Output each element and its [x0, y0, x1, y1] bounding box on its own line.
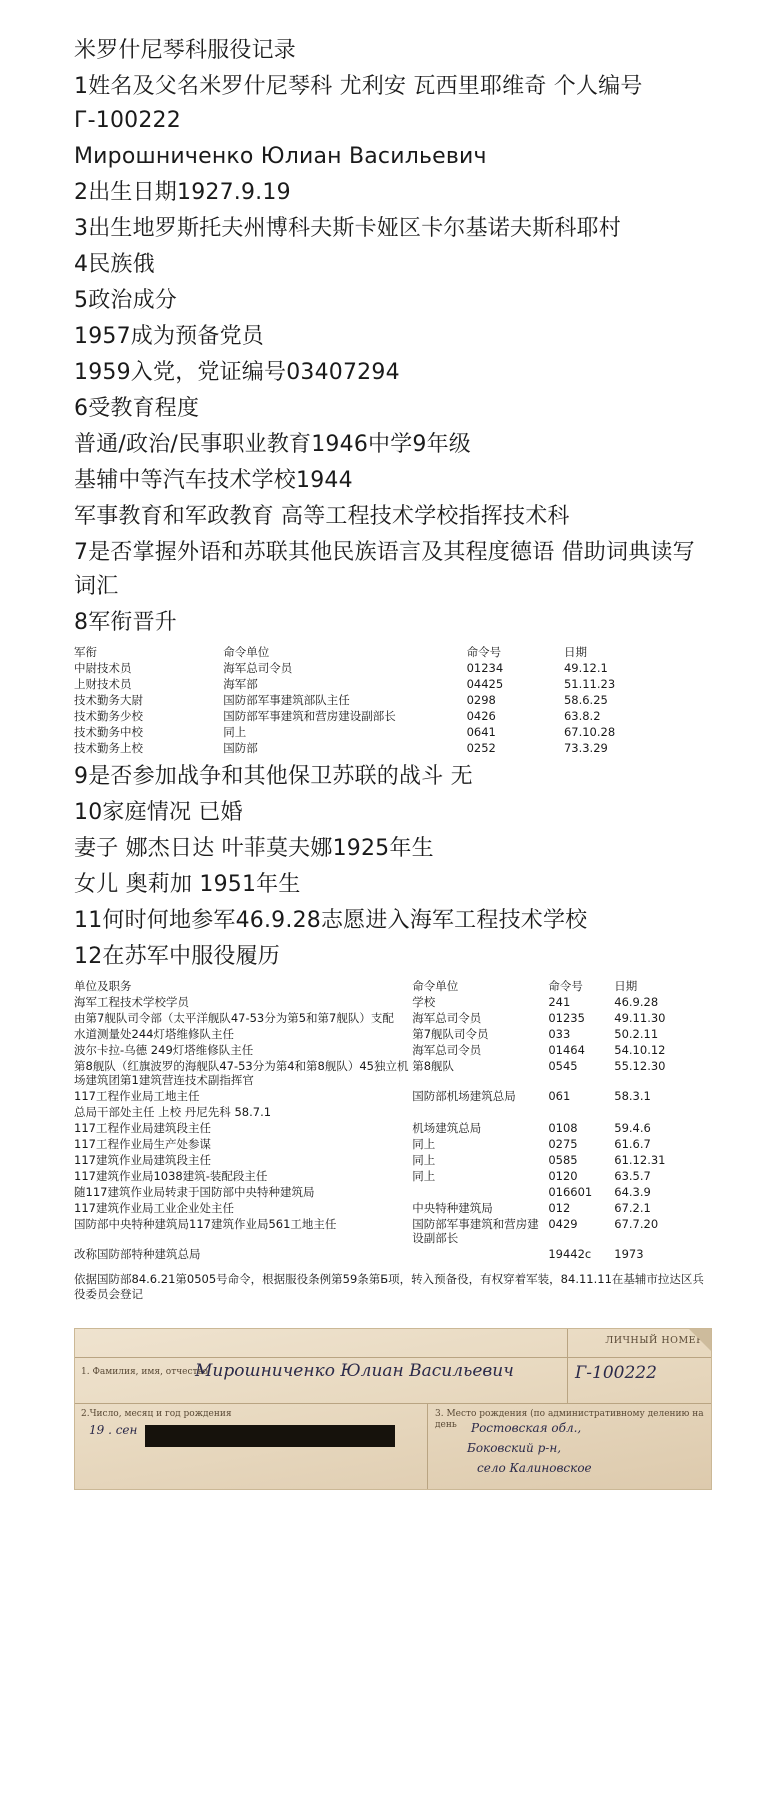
table-row — [74, 660, 710, 676]
cell-order-unit: 同上 — [412, 1137, 436, 1151]
cell-order-unit: 海军总司令员 — [412, 1043, 482, 1057]
cell-unit-post: 由第7舰队司令部（太平洋舰队47-53分为第5和第7舰队）支配 — [74, 1011, 394, 1025]
cell-rank: 技术勤务少校 — [74, 709, 143, 723]
doc-line-birthdate: 2出生日期1927.9.19 — [74, 180, 291, 205]
cell-order-unit: 第7舰队司令员 — [412, 1027, 489, 1041]
table-row — [74, 692, 710, 708]
cell-date: 67.7.20 — [614, 1217, 659, 1231]
card-field1-label: 1. Фамилия, имя, отчество — [81, 1367, 208, 1377]
cell-date: 61.6.7 — [614, 1137, 651, 1151]
card-field3-value-line1: Ростовская обл., — [471, 1421, 582, 1435]
doc-line-party-member: 1959入党，党证编号03407294 — [74, 360, 400, 385]
cell-date: 54.10.12 — [614, 1043, 666, 1057]
cell-unit-post: 117工程作业局生产处参谋 — [74, 1137, 211, 1151]
cell-order-unit: 同上 — [412, 1169, 436, 1183]
cell-order-no: 01234 — [466, 661, 504, 675]
cell-unit-post: 波尔卡拉-乌德 249灯塔维修队主任 — [74, 1043, 254, 1057]
table-row — [74, 994, 710, 1010]
table-row — [74, 1104, 710, 1120]
page-title: 米罗什尼琴科服役记录 — [74, 38, 297, 63]
cell-order-no: 0252 — [466, 741, 496, 755]
footnote-retirement: 依据国防部84.6.21第0505号命令，根据服役条例第59条第Б项，转入预备役，有权穿着军装，84.11.11在基辅市拉达区兵役委员会登记 — [74, 1272, 704, 1301]
serv-col-unit-post: 单位及职务 — [74, 979, 132, 993]
cell-unit-post: 总局干部处主任 上校 丹尼先科 58.7.1 — [74, 1105, 272, 1119]
doc-line-wife: 妻子 娜杰日达 叶菲莫夫娜1925年生 — [74, 836, 434, 861]
table-row — [74, 1184, 710, 1200]
cell-rank: 上财技术员 — [74, 677, 132, 691]
cell-unit-post: 117工程作业局建筑段主任 — [74, 1121, 211, 1135]
cell-date: 58.6.25 — [563, 693, 608, 707]
cell-date — [614, 1104, 710, 1120]
cell-unit-post: 水道测量处244灯塔维修队主任 — [74, 1027, 234, 1041]
cell-rank: 技术勤务上校 — [74, 741, 143, 755]
serv-col-order-unit: 命令单位 — [412, 979, 459, 993]
table-row — [74, 740, 710, 756]
cell-date: 1973 — [614, 1247, 644, 1261]
doc-line-rank-heading: 8军衔晋升 — [74, 610, 177, 635]
doc-line-education-technical: 基辅中等汽车技术学校1944 — [74, 468, 353, 493]
table-row — [74, 1042, 710, 1058]
table-row — [74, 1026, 710, 1042]
cell-order-no: 0275 — [548, 1137, 578, 1151]
cell-order-unit: 国防部军事建筑部队主任 — [223, 693, 350, 707]
cell-order-unit — [412, 1184, 548, 1200]
cell-order-no: 0120 — [548, 1169, 578, 1183]
doc-line-family: 10家庭情况 已婚 — [74, 800, 243, 825]
cell-order-no: 0641 — [466, 725, 496, 739]
rank-col-date: 日期 — [563, 645, 587, 659]
doc-line-education-heading: 6受教育程度 — [74, 396, 200, 421]
cell-order-no: 0108 — [548, 1121, 578, 1135]
table-row — [74, 1246, 710, 1262]
cell-order-unit: 同上 — [412, 1153, 436, 1167]
doc-line-service-heading: 12在苏军中服役履历 — [74, 944, 280, 969]
doc-line-daughter: 女儿 奥莉加 1951年生 — [74, 872, 301, 897]
cell-date: 63.8.2 — [563, 709, 601, 723]
cell-rank: 技术勤务大尉 — [74, 693, 143, 707]
rank-col-rank: 军衔 — [74, 645, 97, 659]
cell-date: 58.3.1 — [614, 1089, 651, 1103]
cell-order-no: 01464 — [548, 1043, 585, 1057]
cell-order-no: 0429 — [548, 1217, 578, 1231]
cell-rank: 技术勤务中校 — [74, 725, 143, 739]
cell-order-no: 241 — [548, 995, 571, 1009]
doc-line-birthplace: 3出生地罗斯托夫州博科夫斯卡娅区卡尔基诺夫斯科耶村 — [74, 216, 621, 241]
cell-unit-post: 改称国防部特种建筑总局 — [74, 1247, 201, 1261]
card-personal-number-label: ЛИЧНЫЙ НОМЕР — [605, 1335, 703, 1346]
card-rule-1 — [75, 1357, 711, 1358]
cell-order-unit — [412, 1246, 548, 1262]
table-row — [74, 1010, 710, 1026]
doc-line-nationality: 4民族俄 — [74, 252, 155, 277]
cell-order-unit: 海军总司令员 — [223, 661, 293, 675]
doc-line-education-general: 普通/政治/民事职业教育1946中学9年级 — [74, 432, 472, 457]
scanned-personnel-card — [74, 1328, 712, 1490]
doc-line-candidate-member: 1957成为预备党员 — [74, 324, 264, 349]
cell-order-no: 04425 — [466, 677, 504, 691]
card-field1-value: Мирошниченко Юлиан Васильевич — [195, 1361, 514, 1381]
cell-date: 49.11.30 — [614, 1011, 666, 1025]
cell-order-unit: 学校 — [412, 995, 436, 1009]
card-personal-number-value: Г-100222 — [575, 1363, 657, 1383]
cell-unit-post: 117建筑作业局工业企业处主任 — [74, 1201, 234, 1215]
cell-rank: 中尉技术员 — [74, 661, 132, 675]
table-header-row — [74, 978, 710, 994]
rank-col-order-unit: 命令单位 — [223, 645, 270, 659]
cell-unit-post: 117建筑作业局建筑段主任 — [74, 1153, 211, 1167]
cell-unit-post: 国防部中央特种建筑局117建筑作业局561工地主任 — [74, 1217, 337, 1231]
cell-order-no: 01235 — [548, 1011, 585, 1025]
table-row — [74, 1120, 710, 1136]
cell-unit-post: 117建筑作业局1038建筑-装配段主任 — [74, 1169, 268, 1183]
cell-unit-post: 海军工程技术学校学员 — [74, 995, 189, 1009]
cell-unit-post: 第8舰队（红旗波罗的海舰队47-53分为第4和第8舰队）45独立机场建筑团第1建筑营连技术副指挥官 — [74, 1059, 409, 1087]
card-field3-label: 3. Место рождения (по административному делению на день — [435, 1409, 704, 1430]
cell-order-no: 0298 — [466, 693, 496, 707]
table-row — [74, 1136, 710, 1152]
card-rule-2 — [75, 1403, 711, 1404]
card-vrule-2 — [427, 1403, 428, 1489]
cell-date: 50.2.11 — [614, 1027, 659, 1041]
cell-date: 73.3.29 — [563, 741, 608, 755]
cell-date: 64.3.9 — [614, 1185, 651, 1199]
cell-unit-post: 117工程作业局工地主任 — [74, 1089, 200, 1103]
doc-line-political: 5政治成分 — [74, 288, 177, 313]
table-row — [74, 708, 710, 724]
doc-line-1: 1姓名及父名米罗什尼琴科 尤利安 瓦西里耶维奇 个人编号 Г-100222 — [74, 74, 643, 133]
cell-date: 61.12.31 — [614, 1153, 666, 1167]
cell-order-no: 016601 — [548, 1185, 593, 1199]
cell-order-unit: 国防部军事建筑和营房建设副部长 — [223, 709, 396, 723]
table-row — [74, 676, 710, 692]
cell-order-unit: 海军总司令员 — [412, 1011, 482, 1025]
cell-date: 59.4.6 — [614, 1121, 651, 1135]
table-row — [74, 1200, 710, 1216]
cell-order-no: 033 — [548, 1027, 571, 1041]
cell-order-no: 0426 — [466, 709, 496, 723]
cell-order-no: 0585 — [548, 1153, 578, 1167]
doc-line-war-participation: 9是否参加战争和其他保卫苏联的战斗 无 — [74, 764, 473, 789]
card-field2-label: 2.Число, месяц и год рождения — [81, 1409, 232, 1419]
cell-order-no: 012 — [548, 1201, 571, 1215]
cell-order-unit: 第8舰队 — [412, 1059, 455, 1073]
cell-order-no — [548, 1104, 614, 1120]
table-row — [74, 724, 710, 740]
table-row — [74, 1216, 710, 1246]
card-field3-value-line3: село Калиновское — [477, 1461, 592, 1475]
cell-order-no: 061 — [548, 1089, 571, 1103]
cell-order-unit: 同上 — [223, 725, 247, 739]
card-redaction-bar — [145, 1425, 395, 1447]
cell-order-unit: 国防部机场建筑总局 — [412, 1089, 516, 1103]
cell-order-unit: 国防部军事建筑和营房建设副部长 — [412, 1217, 539, 1245]
cell-order-no: 19442c — [548, 1247, 592, 1261]
cell-unit-post: 随117建筑作业局转隶于国防部中央特种建筑局 — [74, 1185, 315, 1199]
cell-order-unit — [412, 1104, 548, 1120]
table-row — [74, 1152, 710, 1168]
doc-line-languages: 7是否掌握外语和苏联其他民族语言及其程度德语 借助词典读写词汇 — [74, 540, 695, 599]
cell-order-unit: 海军部 — [223, 677, 258, 691]
serv-col-order-no: 命令号 — [548, 979, 583, 993]
serv-col-date: 日期 — [614, 979, 638, 993]
doc-line-education-military: 军事教育和军政教育 高等工程技术学校指挥技术科 — [74, 504, 570, 529]
cell-date: 55.12.30 — [614, 1059, 666, 1073]
card-field2-value: 19 . сен — [89, 1423, 138, 1437]
cell-order-unit: 国防部 — [223, 741, 258, 755]
cell-date: 63.5.7 — [614, 1169, 651, 1183]
cell-order-no: 0545 — [548, 1059, 578, 1073]
service-history-table — [74, 978, 710, 1262]
table-row — [74, 1168, 710, 1184]
cell-date: 51.11.23 — [563, 677, 616, 691]
rank-col-order-no: 命令号 — [466, 645, 502, 659]
table-row — [74, 1058, 710, 1088]
table-header-row — [74, 644, 710, 660]
cell-order-unit: 机场建筑总局 — [412, 1121, 482, 1135]
cell-order-unit: 中央特种建筑局 — [412, 1201, 493, 1215]
rank-promotion-table — [74, 644, 710, 756]
doc-line-enlistment: 11何时何地参军46.9.28志愿进入海军工程技术学校 — [74, 908, 588, 933]
doc-line-name-russian: Мирошниченко Юлиан Васильевич — [74, 144, 487, 169]
cell-date: 67.2.1 — [614, 1201, 651, 1215]
card-corner-fold — [689, 1329, 711, 1351]
cell-date: 49.12.1 — [563, 661, 608, 675]
table-row — [74, 1088, 710, 1104]
scanned-card-container — [0, 1328, 784, 1490]
cell-date: 67.10.28 — [563, 725, 616, 739]
card-field3-value-line2: Боковский р-н, — [467, 1441, 562, 1455]
cell-date: 46.9.28 — [614, 995, 659, 1009]
card-vrule-1 — [567, 1329, 568, 1403]
